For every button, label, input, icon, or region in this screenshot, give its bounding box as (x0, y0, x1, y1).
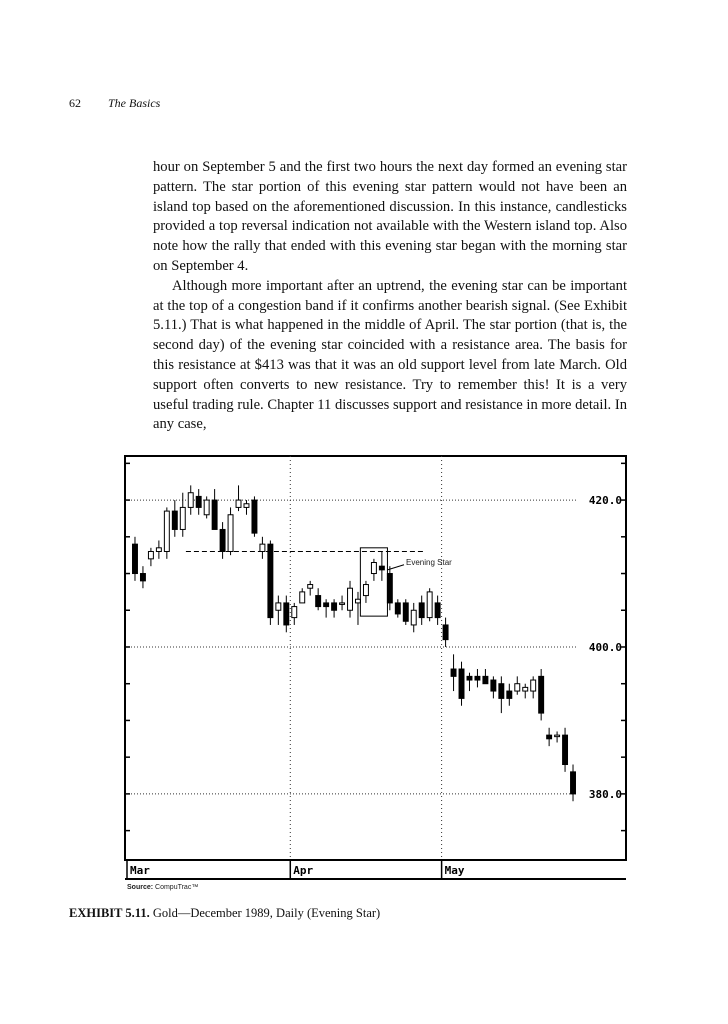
candle-body (172, 511, 177, 529)
candle-body (555, 735, 560, 737)
candle-body (531, 680, 536, 691)
x-tick-label: May (444, 864, 465, 877)
candle-body (252, 500, 257, 533)
candle-body (451, 669, 456, 676)
y-tick-label: 380.0 (588, 787, 622, 801)
candle-body (483, 676, 488, 683)
candle-body (332, 603, 337, 610)
candle-body (156, 548, 161, 552)
candle-body (180, 507, 185, 529)
caption-label: EXHIBIT 5.11. (69, 906, 150, 920)
candle-body (515, 684, 520, 691)
figure-caption (69, 906, 380, 921)
candle-body (268, 544, 273, 617)
candle-body (308, 585, 313, 589)
candle-body (164, 511, 169, 551)
candle-body (212, 500, 217, 529)
candle-body (228, 515, 233, 552)
source-note (127, 884, 198, 891)
candle-body (188, 493, 193, 508)
page-number: 62 (69, 96, 81, 110)
candle-body (284, 603, 289, 625)
candle-body (300, 592, 305, 603)
candle-body (260, 544, 265, 551)
chart-svg (122, 450, 630, 890)
x-tick-label: Mar (130, 864, 150, 877)
candle-body (467, 676, 472, 680)
candle-body (348, 588, 353, 610)
candlestick-chart (122, 450, 630, 890)
candle-body (196, 496, 201, 507)
candle-body (220, 529, 225, 551)
candle-body (547, 735, 552, 739)
x-tick-label: Apr (293, 864, 314, 877)
candle-body (427, 592, 432, 618)
candle-body (379, 566, 384, 570)
candle-body (356, 599, 361, 603)
candle-body (244, 504, 249, 508)
candle-body (371, 563, 376, 574)
evening-star-label: Evening Star (406, 558, 452, 567)
caption-text: Gold—December 1989, Daily (Evening Star) (152, 906, 381, 920)
candle-body (491, 680, 496, 691)
candle-body (340, 603, 345, 605)
plot-frame (125, 456, 626, 860)
candle-body (363, 585, 368, 596)
candle-body (204, 500, 209, 515)
candle-body (292, 607, 297, 618)
candle-body (539, 676, 544, 713)
candle-body (395, 603, 400, 614)
y-tick-label: 420.0 (588, 494, 622, 508)
candle-body (403, 603, 408, 621)
candle-body (133, 544, 138, 573)
y-tick-label: 400.0 (588, 640, 622, 654)
candle-body (419, 603, 424, 618)
candle-body (435, 603, 440, 618)
candle-body (571, 772, 576, 794)
running-header (69, 96, 160, 111)
candle-body (316, 596, 321, 607)
candle-body (499, 684, 504, 699)
candle-body (523, 687, 528, 691)
body-text (153, 158, 627, 435)
source-name: CompuTrac™ (155, 884, 199, 891)
paragraph: hour on September 5 and the first two hours the next day formed an evening star pattern. The star portion of this evening star pattern would not have been an island top based on the aforementioned discussion. In this instance, candlesticks provided a top reversal indication not available with the Western island top. Also note how the rally that ended with this evening star began with the morning star on September 4. (153, 159, 627, 274)
evening-star-box (360, 548, 387, 616)
candle-body (276, 603, 281, 610)
candle-body (563, 735, 568, 764)
paragraph: Although more important after an uptrend, the evening star can be important at the top of a congestion band if it confirms another bearish signal. (See Exhibit 5.11.) That is what happened in the middle of April. The star portion (that is, the second day) of the evening star coincided with a resistance area. The basis for this resistance at $413 was that it was an old support level from late March. Old support often converts to new resistance. Try to remember this! It is a very useful trading rule. Chapter 11 discusses support and resistance in more detail. In any case, (153, 277, 627, 433)
candle-body (148, 551, 153, 558)
running-title: The Basics (108, 96, 161, 110)
candle-body (236, 500, 241, 507)
candle-body (475, 676, 480, 680)
candle-body (411, 610, 416, 625)
candle-body (387, 574, 392, 603)
candle-body (443, 625, 448, 640)
candle-body (324, 603, 329, 607)
candle-body (459, 669, 464, 698)
candle-body (507, 691, 512, 698)
source-label: Source: (127, 884, 154, 891)
candle-body (140, 574, 145, 581)
x-axis-bottom (125, 878, 626, 880)
